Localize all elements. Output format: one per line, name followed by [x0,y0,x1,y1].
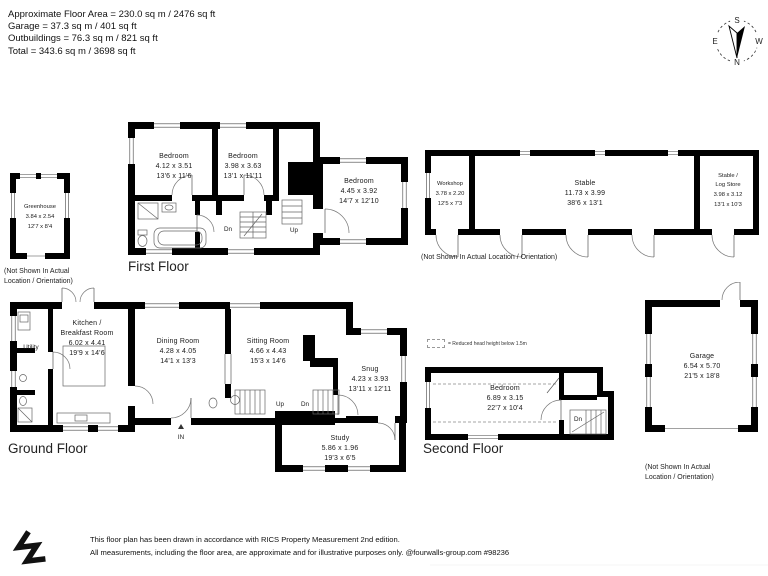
workshop-imperial: 12'5 x 7'3 [437,201,463,207]
greenhouse-name: Greenhouse [24,204,56,210]
log-store-name2: Log Store [715,182,741,188]
area-summary [8,9,215,58]
stable-imperial: 38'6 x 13'1 [567,200,603,207]
greenhouse-plan [5,168,80,268]
garage-imperial: 21'5 x 18'8 [684,373,720,380]
utility-name: Utility [23,344,39,351]
footer-disclaimer [90,533,509,559]
log-store-metric: 3.98 x 3.12 [713,192,743,198]
kitchen-name1: Kitchen / [72,320,102,327]
dining-imperial: 14'1 x 13'3 [160,358,196,365]
garage-name: Garage [689,353,715,360]
greenhouse-note-line1: (Not Shown In Actual [4,268,70,275]
bedroom3-name: Bedroom [344,178,374,185]
compass-icon [702,4,768,78]
garage-plan [633,282,765,437]
first-floor-label: First Floor [128,259,189,274]
garage-note [645,463,714,482]
ground-floor-plan [3,286,413,486]
study-metric: 5.86 x 1.96 [321,445,359,452]
dining-metric: 4.28 x 4.05 [159,348,197,355]
bedroom1-name: Bedroom [159,153,189,160]
bedroom2-metric: 3.98 x 3.63 [224,163,262,170]
summary-outbuildings: Outbuildings = 76.3 sq m / 821 sq ft [8,33,158,45]
log-store-imperial: 13'1 x 10'3 [714,202,742,208]
second-bedroom-metric: 6.89 x 3.15 [486,395,524,402]
bedroom1-imperial: 13'6 x 11'6 [156,173,192,180]
log-store-name1: Stable / [718,173,738,179]
greenhouse-note [4,267,73,286]
summary-total: Total = 343.6 sq m / 3698 sq ft [8,45,136,57]
dining-name: Dining Room [156,338,200,345]
footer-divider [430,564,768,566]
fourwalls-logo-icon [12,528,50,570]
bedroom3-metric: 4.45 x 3.92 [340,188,378,195]
first-floor-plan [116,110,416,268]
sitting-name: Sitting Room [246,338,290,345]
bedroom1-metric: 4.12 x 3.51 [155,163,193,170]
legend-text: = Reduced head height below 1.5m [448,340,527,347]
compass-needle-dark [737,26,745,58]
greenhouse-labels [24,204,56,230]
second-floor-dn-label: Dn [573,416,583,423]
second-floor-plan [420,360,620,445]
outbuildings-note: (Not Shown In Actual Location / Orientation) [421,254,558,261]
sitting-metric: 4.66 x 4.43 [249,348,287,355]
summary-garage: Garage = 37.3 sq m / 401 sq ft [8,21,137,33]
snug-imperial: 13'11 x 12'11 [348,386,392,393]
greenhouse-metric: 3.84 x 2.54 [25,214,55,220]
legend-dashed-box [427,339,445,348]
footer-line2: All measurements, including the floor area, are approximate and for illustrative purposes only. @fourwalls-group.com #98236 [90,548,510,558]
study-imperial: 19'3 x 6'5 [324,455,356,462]
ground-floor-label: Ground Floor [8,441,88,456]
garage-note-line2: Location / Orientation) [645,473,714,481]
ground-floor-up-label: Up [275,401,285,408]
bedroom2-name: Bedroom [228,153,258,160]
entrance-in-label: IN [177,434,185,441]
workshop-metric: 3.78 x 2.20 [435,191,465,197]
workshop-name: Workshop [437,181,463,187]
second-bedroom-name: Bedroom [490,385,520,392]
footer-line1: This floor plan has been drawn in accordance with RICS Property Measurement 2nd edition. [90,535,400,544]
compass-east: E [712,37,718,46]
ground-floor-dn-label: Dn [300,401,310,408]
first-floor-dn-label: Dn [223,226,232,233]
snug-name: Snug [361,366,379,373]
second-bedroom-imperial: 22'7 x 10'4 [487,405,523,412]
kitchen-metric: 6.02 x 4.41 [68,340,106,347]
summary-total-floor-area: Approximate Floor Area = 230.0 sq m / 2476 sq ft [8,9,216,20]
bedroom3-imperial: 14'7 x 12'10 [339,198,379,205]
compass-north: N [734,58,740,67]
snug-metric: 4.23 x 3.93 [351,376,389,383]
stable-metric: 11.73 x 3.99 [564,190,606,197]
compass-needle [729,26,737,58]
compass-west: W [755,37,763,46]
sitting-imperial: 15'3 x 14'6 [250,358,286,365]
outbuildings-plan [420,143,768,261]
stable-name: Stable [574,180,596,187]
greenhouse-imperial: 12'7 x 8'4 [27,224,53,230]
second-floor-label: Second Floor [423,441,504,456]
compass-south: S [734,16,740,25]
reduced-head-height-legend [427,339,527,348]
kitchen-name2: Breakfast Room [60,330,114,337]
study-name: Study [330,435,350,442]
first-floor-up-label: Up [289,227,299,234]
bedroom2-imperial: 13'1 x 11'11 [223,173,263,180]
kitchen-imperial: 19'9 x 14'6 [69,350,105,357]
greenhouse-note-line2: Location / Orientation) [4,277,73,285]
garage-doors [722,282,740,300]
garage-metric: 6.54 x 5.70 [683,363,721,370]
garage-note-line1: (Not Shown In Actual [645,464,711,471]
